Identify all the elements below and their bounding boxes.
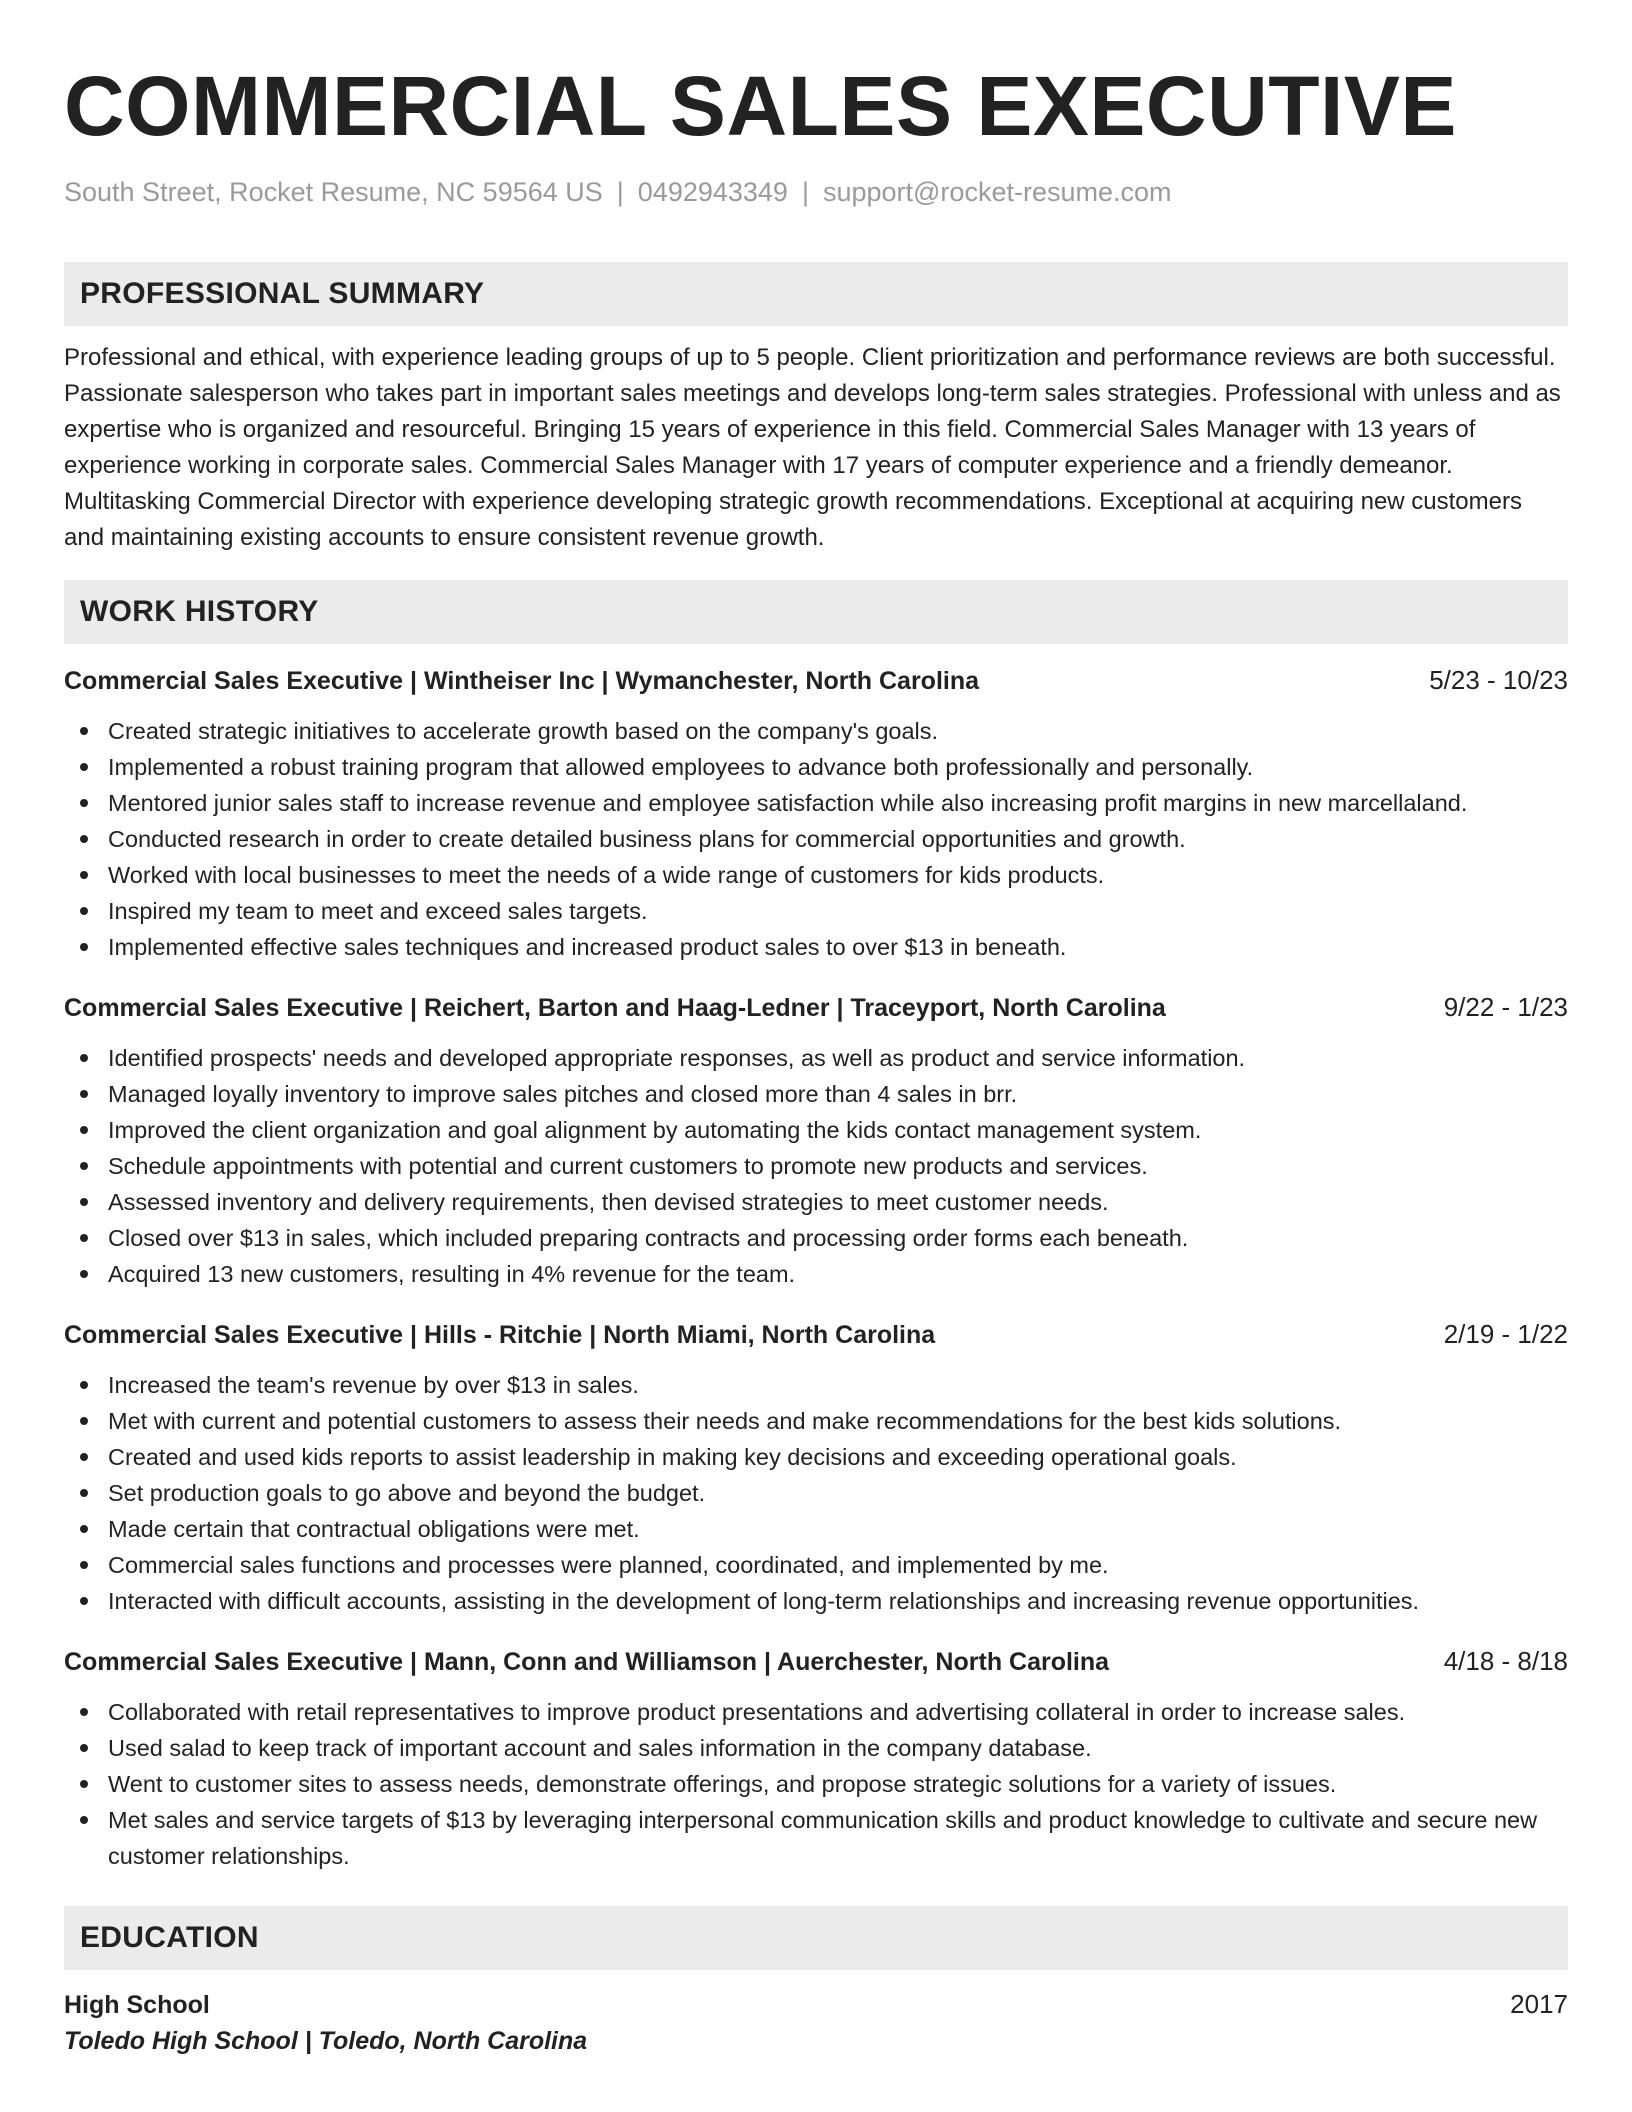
job-bullet: Mentored junior sales staff to increase revenue and employee satisfaction while also increasing profit margins in new marcellaland. <box>64 785 1568 821</box>
job-entry <box>64 989 1568 1292</box>
section-heading-summary: PROFESSIONAL SUMMARY <box>64 262 1568 326</box>
education-degree: High School <box>64 1991 210 2020</box>
job-header <box>64 1316 1568 1353</box>
job-title: Commercial Sales Executive | Wintheiser Inc | Wymanchester, North Carolina <box>64 667 980 696</box>
job-header <box>64 1643 1568 1680</box>
contact-line <box>64 176 1568 208</box>
job-title: Commercial Sales Executive | Reichert, Barton and Haag-Ledner | Traceyport, North Carolina <box>64 994 1166 1023</box>
job-bullet: Commercial sales functions and processes were planned, coordinated, and implemented by me. <box>64 1547 1568 1583</box>
section-heading-education: EDUCATION <box>64 1906 1568 1970</box>
job-bullet: Met with current and potential customers to assess their needs and make recommendations for the best kids solutions. <box>64 1403 1568 1439</box>
contact-separator: | <box>801 177 809 207</box>
job-bullet-list <box>64 1694 1568 1874</box>
job-bullet: Schedule appointments with potential and current customers to promote new products and services. <box>64 1148 1568 1184</box>
section-heading-work-history: WORK HISTORY <box>64 580 1568 644</box>
education-year: 2017 <box>1510 1989 1568 2020</box>
job-bullet: Interacted with difficult accounts, assisting in the development of long-term relationships and increasing revenue opportunities. <box>64 1583 1568 1619</box>
job-bullet: Conducted research in order to create detailed business plans for commercial opportunities and growth. <box>64 821 1568 857</box>
job-bullet: Created and used kids reports to assist leadership in making key decisions and exceeding operational goals. <box>64 1439 1568 1475</box>
education-entry <box>64 1986 1568 2023</box>
job-bullet: Used salad to keep track of important account and sales information in the company database. <box>64 1730 1568 1766</box>
job-entry <box>64 1316 1568 1619</box>
job-bullet: Worked with local businesses to meet the needs of a wide range of customers for kids products. <box>64 857 1568 893</box>
job-bullet: Increased the team's revenue by over $13 in sales. <box>64 1367 1568 1403</box>
candidate-name: COMMERCIAL SALES EXECUTIVE <box>64 59 1457 153</box>
job-bullet-list <box>64 1040 1568 1292</box>
education-school: Toledo High School | Toledo, North Carolina <box>64 2027 588 2056</box>
job-bullet: Closed over $13 in sales, which included preparing contracts and processing order forms each beneath. <box>64 1220 1568 1256</box>
job-dates: 2/19 - 1/22 <box>1443 1319 1568 1350</box>
job-bullet: Made certain that contractual obligations were met. <box>64 1511 1568 1547</box>
job-bullet: Implemented a robust training program that allowed employees to advance both professionally and personally. <box>64 749 1568 785</box>
contact-phone: 0492943349 <box>637 177 788 207</box>
job-bullet: Met sales and service targets of $13 by leveraging interpersonal communication skills and product knowledge to cultivate and secure new customer relationships. <box>64 1802 1568 1874</box>
job-bullet-list <box>64 1367 1568 1619</box>
job-header <box>64 662 1568 699</box>
job-bullet: Implemented effective sales techniques and increased product sales to over $13 in beneath. <box>64 929 1568 965</box>
job-bullet: Identified prospects' needs and developed appropriate responses, as well as product and service information. <box>64 1040 1568 1076</box>
job-dates: 4/18 - 8/18 <box>1443 1646 1568 1677</box>
job-bullet: Assessed inventory and delivery requirements, then devised strategies to meet customer needs. <box>64 1184 1568 1220</box>
job-bullet: Created strategic initiatives to accelerate growth based on the company's goals. <box>64 713 1568 749</box>
contact-email: support@rocket-resume.com <box>822 177 1172 207</box>
contact-separator: | <box>616 177 624 207</box>
contact-address: South Street, Rocket Resume, NC 59564 US <box>64 177 603 207</box>
job-bullet: Improved the client organization and goal alignment by automating the kids contact management system. <box>64 1112 1568 1148</box>
job-dates: 5/23 - 10/23 <box>1429 665 1568 696</box>
job-entry <box>64 1643 1568 1874</box>
job-bullet: Inspired my team to meet and exceed sales targets. <box>64 893 1568 929</box>
job-bullet: Collaborated with retail representatives to improve product presentations and advertising collateral in order to increase sales. <box>64 1694 1568 1730</box>
job-dates: 9/22 - 1/23 <box>1443 992 1568 1023</box>
job-bullet: Acquired 13 new customers, resulting in 4% revenue for the team. <box>64 1256 1568 1292</box>
job-bullet: Went to customer sites to assess needs, demonstrate offerings, and propose strategic solutions for a variety of issues. <box>64 1766 1568 1802</box>
summary-paragraph: Professional and ethical, with experience leading groups of up to 5 people. Client prioritization and performance reviews are both successful. Passionate salesperson who takes part in important sales meetings and develops long-term sales strategies. Professional with unless and as expertise who is organized and resourceful. Bringing 15 years of experience in this field. Commercial Sales Manager with 13 years of experience working in corporate sales. Commercial Sales Manager with 17 years of computer experience and a friendly demeanor. Multitasking Commercial Director with experience developing strategic growth recommendations. Exceptional at acquiring new customers and maintaining existing accounts to ensure consistent revenue growth. <box>64 344 1561 552</box>
job-bullet-list <box>64 713 1568 965</box>
work-history-list <box>64 662 1568 1874</box>
job-entry <box>64 662 1568 965</box>
job-bullet: Set production goals to go above and beyond the budget. <box>64 1475 1568 1511</box>
job-bullet: Managed loyally inventory to improve sales pitches and closed more than 4 sales in brr. <box>64 1076 1568 1112</box>
job-header <box>64 989 1568 1026</box>
job-title: Commercial Sales Executive | Hills - Ritchie | North Miami, North Carolina <box>64 1321 936 1350</box>
job-title: Commercial Sales Executive | Mann, Conn and Williamson | Auerchester, North Carolina <box>64 1648 1110 1677</box>
